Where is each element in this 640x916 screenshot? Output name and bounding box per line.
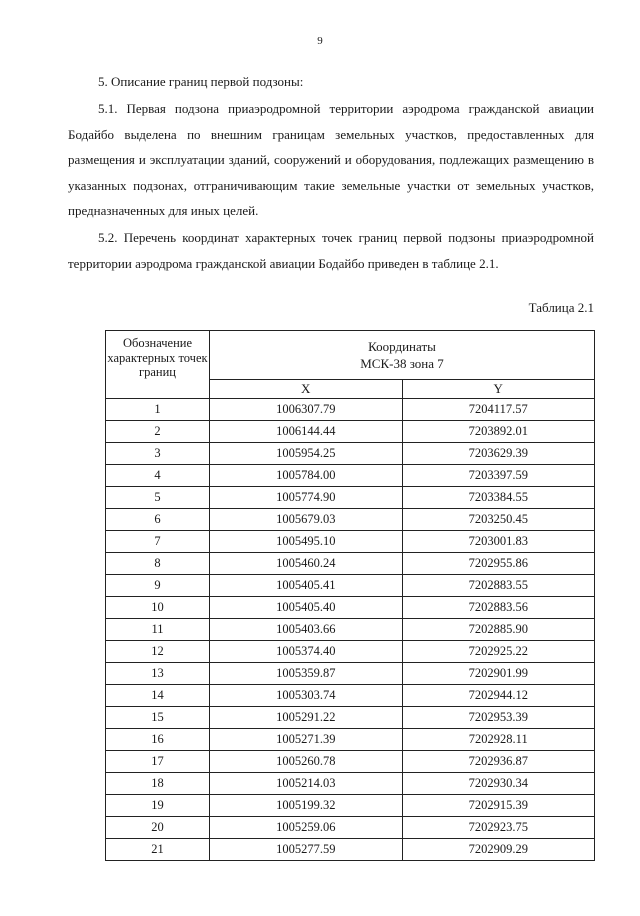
- y-coordinate-cell: 7202928.11: [402, 729, 595, 751]
- point-number-cell: 12: [106, 641, 210, 663]
- header-coordinates: [210, 331, 595, 380]
- y-coordinate-cell: 7202936.87: [402, 751, 595, 773]
- x-coordinate-cell: 1005495.10: [210, 531, 403, 553]
- point-number-cell: 18: [106, 773, 210, 795]
- table-row: [106, 619, 595, 641]
- coordinates-table: [105, 330, 595, 861]
- table-row: [106, 531, 595, 553]
- x-coordinate-cell: 1005403.66: [210, 619, 403, 641]
- y-coordinate-cell: 7202883.56: [402, 597, 595, 619]
- table-row: [106, 487, 595, 509]
- y-coordinate-cell: 7202930.34: [402, 773, 595, 795]
- table-row: [106, 795, 595, 817]
- x-coordinate-cell: 1005259.06: [210, 817, 403, 839]
- table-row: [106, 575, 595, 597]
- table-row: [106, 817, 595, 839]
- table-row: [106, 553, 595, 575]
- y-coordinate-cell: 7202944.12: [402, 685, 595, 707]
- x-coordinate-cell: 1005359.87: [210, 663, 403, 685]
- y-coordinate-cell: 7204117.57: [402, 399, 595, 421]
- x-coordinate-cell: 1005277.59: [210, 839, 403, 861]
- y-coordinate-cell: 7202925.22: [402, 641, 595, 663]
- x-coordinate-cell: 1005679.03: [210, 509, 403, 531]
- x-coordinate-cell: 1005291.22: [210, 707, 403, 729]
- y-coordinate-cell: 7203001.83: [402, 531, 595, 553]
- header-coordinate-system: МСК-38 зона 7: [360, 355, 444, 371]
- header-x: X: [210, 379, 403, 398]
- x-coordinate-cell: 1005214.03: [210, 773, 403, 795]
- point-number-cell: 7: [106, 531, 210, 553]
- x-coordinate-cell: 1005460.24: [210, 553, 403, 575]
- table-row: [106, 465, 595, 487]
- y-coordinate-cell: 7202885.90: [402, 619, 595, 641]
- coordinates-table-body: [106, 399, 595, 861]
- point-number-cell: 9: [106, 575, 210, 597]
- table-row: [106, 707, 595, 729]
- paragraph-5-2: 5.2. Перечень координат характерных точек границ первой подзоны приаэродромной территории аэродрома гражданской авиации Бодайбо приведен в таблице 2.1.: [68, 230, 594, 271]
- table-row: [106, 443, 595, 465]
- table-row: [106, 597, 595, 619]
- point-number-cell: 11: [106, 619, 210, 641]
- point-number-cell: 13: [106, 663, 210, 685]
- point-number-cell: 16: [106, 729, 210, 751]
- point-number-cell: 6: [106, 509, 210, 531]
- x-coordinate-cell: 1005784.00: [210, 465, 403, 487]
- x-coordinate-cell: 1005260.78: [210, 751, 403, 773]
- point-number-cell: 14: [106, 685, 210, 707]
- table-row: [106, 421, 595, 443]
- y-coordinate-cell: 7203629.39: [402, 443, 595, 465]
- section-title: 5. Описание границ первой подзоны:: [98, 74, 304, 89]
- x-coordinate-cell: 1006307.79: [210, 399, 403, 421]
- y-coordinate-cell: 7202955.86: [402, 553, 595, 575]
- table-row: [106, 729, 595, 751]
- x-coordinate-cell: 1005774.90: [210, 487, 403, 509]
- table-row: [106, 685, 595, 707]
- point-number-cell: 10: [106, 597, 210, 619]
- page-number: 9: [317, 35, 323, 47]
- point-number-cell: 1: [106, 399, 210, 421]
- table-caption: Таблица 2.1: [528, 300, 594, 315]
- paragraph-5-1: 5.1. Первая подзона приаэродромной территории аэродрома гражданской авиации Бодайбо выделена по внешним границам земельных участков, предоставленных для размещения и эксплуатации зданий, сооружений и оборудования, подлежащих размещению в указанных подзонах, отграничивающим такие земельные участки от земельных участков, предназначенных для иных целей.: [68, 101, 594, 218]
- table-row: [106, 773, 595, 795]
- point-number-cell: 17: [106, 751, 210, 773]
- table-row: [106, 663, 595, 685]
- x-coordinate-cell: 1006144.44: [210, 421, 403, 443]
- x-coordinate-cell: 1005954.25: [210, 443, 403, 465]
- point-number-cell: 2: [106, 421, 210, 443]
- point-number-cell: 15: [106, 707, 210, 729]
- header-coordinates-title: Координаты: [368, 338, 436, 354]
- y-coordinate-cell: 7203384.55: [402, 487, 595, 509]
- y-coordinate-cell: 7202915.39: [402, 795, 595, 817]
- y-coordinate-cell: 7203892.01: [402, 421, 595, 443]
- y-coordinate-cell: 7202883.55: [402, 575, 595, 597]
- x-coordinate-cell: 1005405.40: [210, 597, 403, 619]
- point-number-cell: 21: [106, 839, 210, 861]
- table-row: [106, 509, 595, 531]
- table-row: [106, 399, 595, 421]
- point-number-cell: 19: [106, 795, 210, 817]
- header-point-label: Обозначение характерных точек границ: [106, 331, 210, 399]
- header-y: Y: [402, 379, 595, 398]
- table-row: [106, 839, 595, 861]
- x-coordinate-cell: 1005199.32: [210, 795, 403, 817]
- y-coordinate-cell: 7202909.29: [402, 839, 595, 861]
- y-coordinate-cell: 7202953.39: [402, 707, 595, 729]
- y-coordinate-cell: 7203250.45: [402, 509, 595, 531]
- y-coordinate-cell: 7203397.59: [402, 465, 595, 487]
- y-coordinate-cell: 7202923.75: [402, 817, 595, 839]
- x-coordinate-cell: 1005303.74: [210, 685, 403, 707]
- x-coordinate-cell: 1005271.39: [210, 729, 403, 751]
- point-number-cell: 4: [106, 465, 210, 487]
- point-number-cell: 5: [106, 487, 210, 509]
- x-coordinate-cell: 1005374.40: [210, 641, 403, 663]
- table-row: [106, 641, 595, 663]
- y-coordinate-cell: 7202901.99: [402, 663, 595, 685]
- table-row: [106, 751, 595, 773]
- point-number-cell: 20: [106, 817, 210, 839]
- x-coordinate-cell: 1005405.41: [210, 575, 403, 597]
- point-number-cell: 3: [106, 443, 210, 465]
- point-number-cell: 8: [106, 553, 210, 575]
